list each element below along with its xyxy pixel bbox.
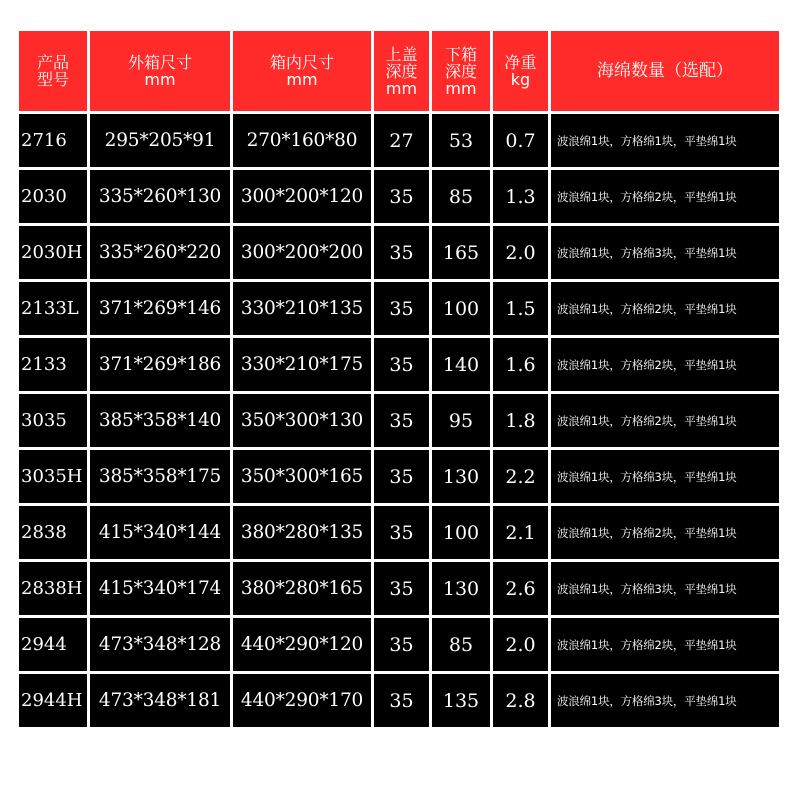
header-text: 箱内尺寸: [269, 53, 334, 72]
cell-foam: 波浪绵1块，方格绵2块，平垫绵1块: [551, 338, 779, 391]
cell-lid-depth: 35: [374, 618, 429, 671]
cell-foam: 波浪绵1块，方格绵2块，平垫绵1块: [551, 618, 779, 671]
header-cell-weight: [493, 31, 548, 111]
cell-foam: 波浪绵1块，方格绵2块，平垫绵1块: [551, 506, 779, 559]
cell-inner-size: 270*160*80: [233, 114, 371, 167]
cell-outer-size: 385*358*140: [90, 394, 230, 447]
cell-outer-size: 295*205*91: [90, 114, 230, 167]
cell-base-depth: 140: [432, 338, 490, 391]
cell-base-depth: 100: [432, 506, 490, 559]
cell-lid-depth: 35: [374, 170, 429, 223]
cell-inner-size: 330*210*175: [233, 338, 371, 391]
cell-outer-size: 371*269*186: [90, 338, 230, 391]
cell-model: 3035H: [19, 450, 87, 503]
header-text: mm: [144, 70, 176, 89]
cell-inner-size: 350*300*165: [233, 450, 371, 503]
header-text: 上盖: [385, 44, 418, 64]
cell-inner-size: 350*300*130: [233, 394, 371, 447]
cell-foam: 波浪绵1块，方格绵2块，平垫绵1块: [551, 170, 779, 223]
cell-inner-size: 380*280*135: [233, 506, 371, 559]
cell-lid-depth: 35: [374, 562, 429, 615]
cell-base-depth: 130: [432, 450, 490, 503]
cell-lid-depth: 35: [374, 674, 429, 727]
cell-weight: 0.7: [493, 114, 548, 167]
header-cell-base-depth: [432, 31, 490, 111]
header-text: 产品: [36, 53, 69, 72]
cell-model: 2944: [19, 618, 87, 671]
header-text: mm: [385, 78, 418, 98]
cell-outer-size: 473*348*181: [90, 674, 230, 727]
cell-base-depth: 53: [432, 114, 490, 167]
cell-inner-size: 440*290*120: [233, 618, 371, 671]
cell-inner-size: 440*290*170: [233, 674, 371, 727]
table-row: [19, 282, 783, 335]
header-cell-outer-size: [90, 31, 230, 111]
cell-weight: 1.5: [493, 282, 548, 335]
header-cell-model: [19, 31, 87, 111]
cell-base-depth: 135: [432, 674, 490, 727]
cell-weight: 2.6: [493, 562, 548, 615]
cell-weight: 2.8: [493, 674, 548, 727]
header-text: mm: [445, 78, 477, 98]
cell-foam: 波浪绵1块，方格绵3块，平垫绵1块: [551, 450, 779, 503]
header-cell-lid-depth: [374, 31, 429, 111]
header-text: kg: [510, 70, 531, 89]
cell-model: 2838: [19, 506, 87, 559]
cell-weight: 2.2: [493, 450, 548, 503]
header-text: 净重: [504, 53, 537, 72]
table-row: [19, 170, 783, 223]
cell-outer-size: 415*340*144: [90, 506, 230, 559]
cell-model: 2838H: [19, 562, 87, 615]
header-cell-foam: [551, 31, 779, 111]
cell-outer-size: 371*269*146: [90, 282, 230, 335]
cell-base-depth: 85: [432, 170, 490, 223]
cell-model: 3035: [19, 394, 87, 447]
cell-inner-size: 300*200*120: [233, 170, 371, 223]
cell-lid-depth: 35: [374, 282, 429, 335]
cell-foam: 波浪绵1块，方格绵1块，平垫绵1块: [551, 114, 779, 167]
cell-weight: 1.6: [493, 338, 548, 391]
cell-lid-depth: 35: [374, 338, 429, 391]
cell-base-depth: 165: [432, 226, 490, 279]
header-text: 深度: [444, 61, 477, 81]
table-row: [19, 114, 783, 167]
cell-foam: 波浪绵1块，方格绵3块，平垫绵1块: [551, 562, 779, 615]
cell-outer-size: 473*348*128: [90, 618, 230, 671]
cell-weight: 2.0: [493, 618, 548, 671]
cell-foam: 波浪绵1块，方格绵3块，平垫绵1块: [551, 674, 779, 727]
cell-lid-depth: 35: [374, 450, 429, 503]
cell-weight: 1.8: [493, 394, 548, 447]
table-row: [19, 618, 783, 671]
header-row: [19, 31, 783, 111]
cell-inner-size: 330*210*135: [233, 282, 371, 335]
cell-outer-size: 385*358*175: [90, 450, 230, 503]
table-row: [19, 338, 783, 391]
cell-inner-size: 380*280*165: [233, 562, 371, 615]
cell-model: 2944H: [19, 674, 87, 727]
header-text: 型号: [36, 70, 69, 89]
spec-table: [19, 31, 783, 730]
table-body: [19, 114, 783, 727]
cell-foam: 波浪绵1块，方格绵3块，平垫绵1块: [551, 226, 779, 279]
header-text: 海绵数量（选配）: [597, 60, 733, 81]
cell-base-depth: 95: [432, 394, 490, 447]
cell-lid-depth: 35: [374, 226, 429, 279]
cell-outer-size: 415*340*174: [90, 562, 230, 615]
cell-inner-size: 300*200*200: [233, 226, 371, 279]
cell-model: 2030H: [19, 226, 87, 279]
cell-weight: 2.1: [493, 506, 548, 559]
table-row: [19, 394, 783, 447]
header-text: 深度: [385, 61, 418, 81]
cell-weight: 2.0: [493, 226, 548, 279]
cell-foam: 波浪绵1块，方格绵2块，平垫绵1块: [551, 282, 779, 335]
cell-lid-depth: 35: [374, 506, 429, 559]
cell-model: 2030: [19, 170, 87, 223]
table-row: [19, 506, 783, 559]
cell-lid-depth: 27: [374, 114, 429, 167]
cell-base-depth: 130: [432, 562, 490, 615]
cell-outer-size: 335*260*220: [90, 226, 230, 279]
cell-foam: 波浪绵1块，方格绵2块，平垫绵1块: [551, 394, 779, 447]
table-row: [19, 226, 783, 279]
table-row: [19, 562, 783, 615]
cell-weight: 1.3: [493, 170, 548, 223]
table-row: [19, 450, 783, 503]
cell-model: 2716: [19, 114, 87, 167]
cell-lid-depth: 35: [374, 394, 429, 447]
header-text: 下箱: [444, 44, 477, 64]
header-text: 外箱尺寸: [127, 53, 192, 72]
cell-base-depth: 100: [432, 282, 490, 335]
cell-outer-size: 335*260*130: [90, 170, 230, 223]
cell-model: 2133: [19, 338, 87, 391]
header-text: mm: [286, 70, 318, 89]
cell-model: 2133L: [19, 282, 87, 335]
header-cell-inner-size: [233, 31, 371, 111]
cell-base-depth: 85: [432, 618, 490, 671]
table-row: [19, 674, 783, 727]
